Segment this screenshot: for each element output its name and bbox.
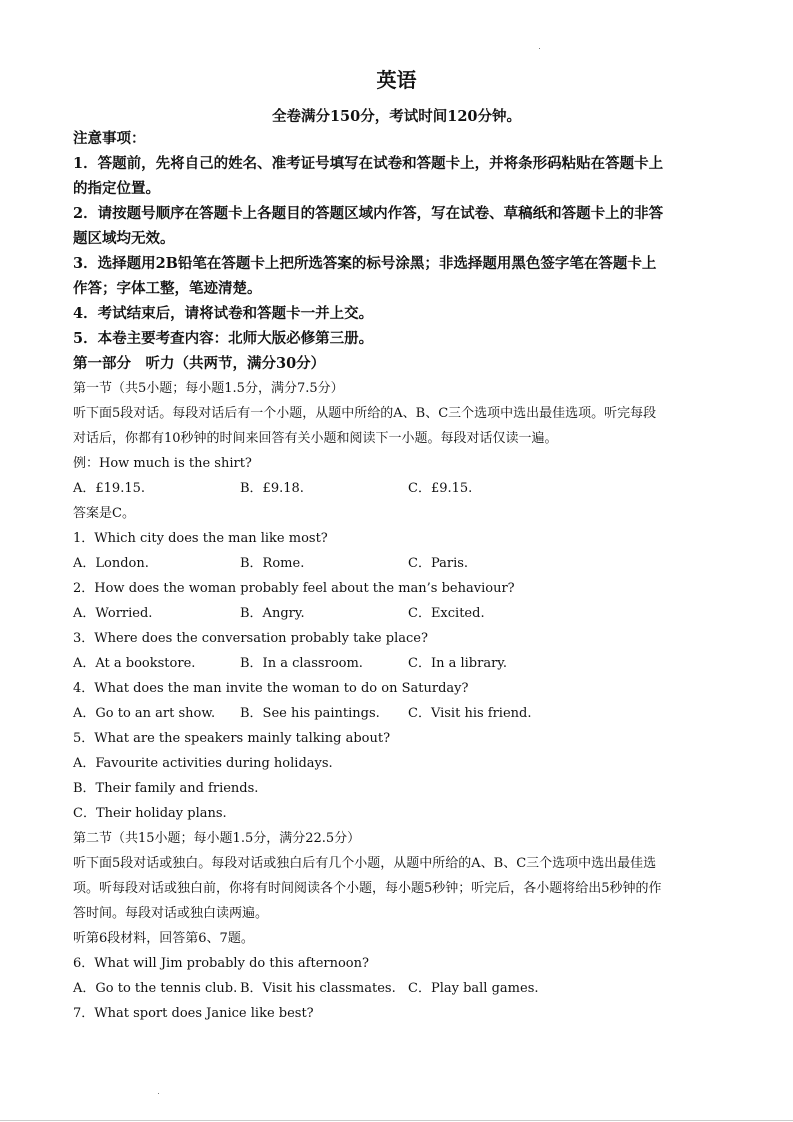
question-6: 6．What will Jim probably do this afternoon? [73,956,369,971]
exam-subtitle: 全卷满分150分，考试时间120分钟。 [271,108,522,125]
q1-option-b: B．Rome. [240,556,305,571]
section2-instructions-line-3: 答时间。每段对话或独白读两遍。 [73,906,269,921]
q1-option-a: A．London. [73,556,149,571]
example-question: 例：How much is the shirt? [73,456,252,471]
question-2: 2．How does the woman probably feel about the man’s behaviour? [73,581,515,596]
notice-item-1-line-1: 1．答题前，先将自己的姓名、准考证号填写在试卷和答题卡上，并将条形码粘贴在答题卡上 [73,155,664,172]
q2-option-a: A．Worried. [73,606,153,621]
q5-option-b: B．Their family and friends. [73,781,259,796]
q4-option-b: B．See his paintings. [240,706,380,721]
q2-option-c: C．Excited. [408,606,485,621]
notice-item-3-line-2: 作答；字体工整，笔迹清楚。 [73,280,262,297]
question-5: 5．What are the speakers mainly talking about? [73,731,391,746]
q3-option-b: B．In a classroom. [240,656,363,671]
example-option-a: A．£19.15. [73,481,146,496]
q5-option-a: A．Favourite activities during holidays. [73,756,333,771]
q3-option-a: A．At a bookstore. [73,656,196,671]
q6-option-a: A．Go to the tennis club. [73,981,238,996]
material-6-note: 听第6段材料，回答第6、7题。 [73,931,254,946]
q4-option-c: C．Visit his friend. [408,706,532,721]
scan-speck [539,48,540,49]
example-option-b: B．£9.18. [240,481,304,496]
section1-heading: 第一节（共5小题；每小题1.5分，满分7.5分） [73,381,344,396]
section2-instructions-line-1: 听下面5段对话或独白。每段对话或独白后有几个小题，从题中所给的A、B、C三个选项中选出最佳选 [73,856,657,871]
notice-item-3-line-1: 3．选择题用2B铅笔在答题卡上把所选答案的标号涂黑；非选择题用黑色签字笔在答题卡上 [73,255,657,272]
question-7: 7．What sport does Janice like best? [73,1006,314,1021]
page-bottom-rule [0,1120,793,1121]
page-title: 英语 [376,68,417,92]
notice-item-5: 5．本卷主要考查内容：北师大版必修第三册。 [73,330,374,347]
question-4: 4．What does the man invite the woman to do on Saturday? [73,681,469,696]
example-option-c: C．£9.15. [408,481,473,496]
notice-item-4: 4．考试结束后，请将试卷和答题卡一并上交。 [73,305,374,322]
notice-heading: 注意事项： [73,130,146,147]
q1-option-c: C．Paris. [408,556,469,571]
section2-instructions-line-2: 项。听每段对话或独白前，你将有时间阅读各个小题，每小题5秒钟；听完后，各小题将给出5秒钟的作 [73,881,662,896]
q3-option-c: C．In a library. [408,656,508,671]
q2-option-b: B．Angry. [240,606,305,621]
q5-option-c: C．Their holiday plans. [73,806,227,821]
notice-item-2-line-1: 2．请按题号顺序在答题卡上各题目的答题区域内作答，写在试卷、草稿纸和答题卡上的非答 [73,205,664,222]
example-answer: 答案是C。 [73,506,135,521]
section1-instructions-line-2: 对话后，你都有10秒钟的时间来回答有关小题和阅读下一小题。每段对话仅读一遍。 [73,431,558,446]
question-1: 1．Which city does the man like most? [73,531,328,546]
question-3: 3．Where does the conversation probably take place? [73,631,428,646]
q6-option-b: B．Visit his classmates. [240,981,396,996]
q6-option-c: C．Play ball games. [408,981,539,996]
section1-instructions-line-1: 听下面5段对话。每段对话后有一个小题，从题中所给的A、B、C三个选项中选出最佳选项。听完每段 [73,406,657,421]
notice-item-1-line-2: 的指定位置。 [73,180,160,197]
part1-heading: 第一部分 听力（共两节，满分30分） [73,355,326,372]
scan-speck [158,1093,159,1094]
notice-item-2-line-2: 题区域均无效。 [73,230,175,247]
q4-option-a: A．Go to an art show. [73,706,216,721]
section2-heading: 第二节（共15小题；每小题1.5分，满分22.5分） [73,831,361,846]
